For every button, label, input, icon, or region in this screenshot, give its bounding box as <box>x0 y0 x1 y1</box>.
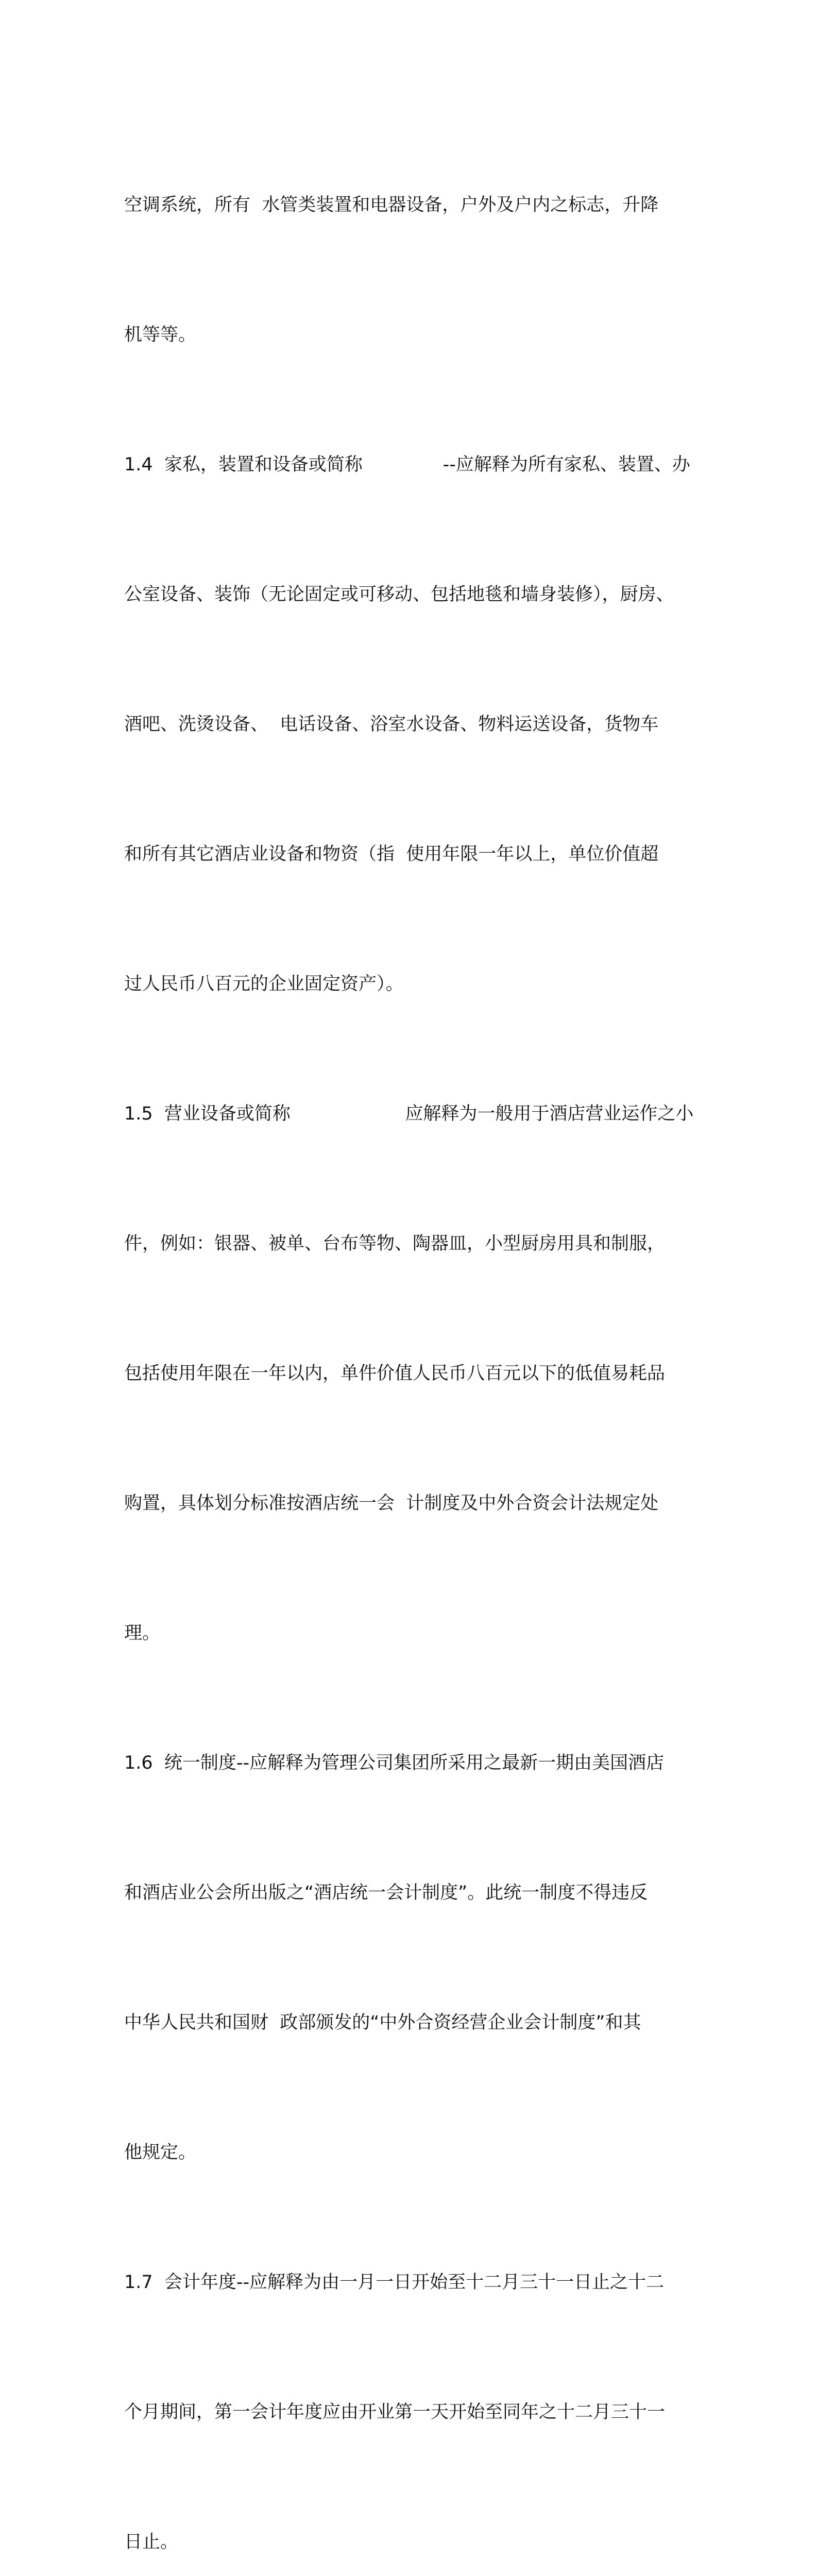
text-line: 和酒店业公会所出版之“酒店统一会计制度”。此统一制度不得违反 <box>124 1883 648 1903</box>
text-line: 日止。 <box>124 2532 179 2552</box>
text-line: 机等等。 <box>124 325 197 345</box>
text-line: 中华人民共和国财 政部颁发的“中外合资经营企业会计制度”和其 <box>124 2012 641 2033</box>
clause-1-6: 1.6 统一制度--应解释为管理公司集团所采用之最新一期由美国酒店 <box>124 1753 665 1773</box>
body-text <box>124 97 701 2576</box>
text-line: 公室设备、装饰（无论固定或可移动、包括地毯和墙身装修），厨房、 <box>124 584 674 605</box>
text-line: 酒吧、洗烫设备、 电话设备、浴室水设备、物料运送设备，货物车 <box>124 714 659 735</box>
text-line: 过人民币八百元的企业固定资产）。 <box>124 974 404 994</box>
text-line: 他规定。 <box>124 2142 197 2163</box>
text-line: 件，例如：银器、被单、台布等物、陶器皿，小型厨房用具和制服， <box>124 1233 666 1254</box>
text-line: 理。 <box>124 1623 161 1643</box>
text-line: 个月期间，第一会计年度应由开业第一天开始至同年之十二月三十一 <box>124 2402 666 2422</box>
clause-1-4: 1.4 家私，装置和设备或简称 --应解释为所有家私、装置、办 <box>124 454 690 475</box>
text-line: 和所有其它酒店业设备和物资（指 使用年限一年以上，单位价值超 <box>124 844 659 865</box>
text-line: 空调系统，所有 水管类装置和电器设备，户外及户内之标志，升降 <box>124 195 659 215</box>
text-line: 包括使用年限在一年以内，单件价值人民币八百元以下的低值易耗品 <box>124 1363 666 1384</box>
clause-1-7: 1.7 会计年度--应解释为由一月一日开始至十二月三十一日止之十二 <box>124 2272 665 2293</box>
clause-1-5: 1.5 营业设备或简称 应解释为一般用于酒店营业运作之小 <box>124 1104 694 1124</box>
text-line: 购置，具体划分标准按酒店统一会 计制度及中外合资会计法规定处 <box>124 1493 659 1514</box>
